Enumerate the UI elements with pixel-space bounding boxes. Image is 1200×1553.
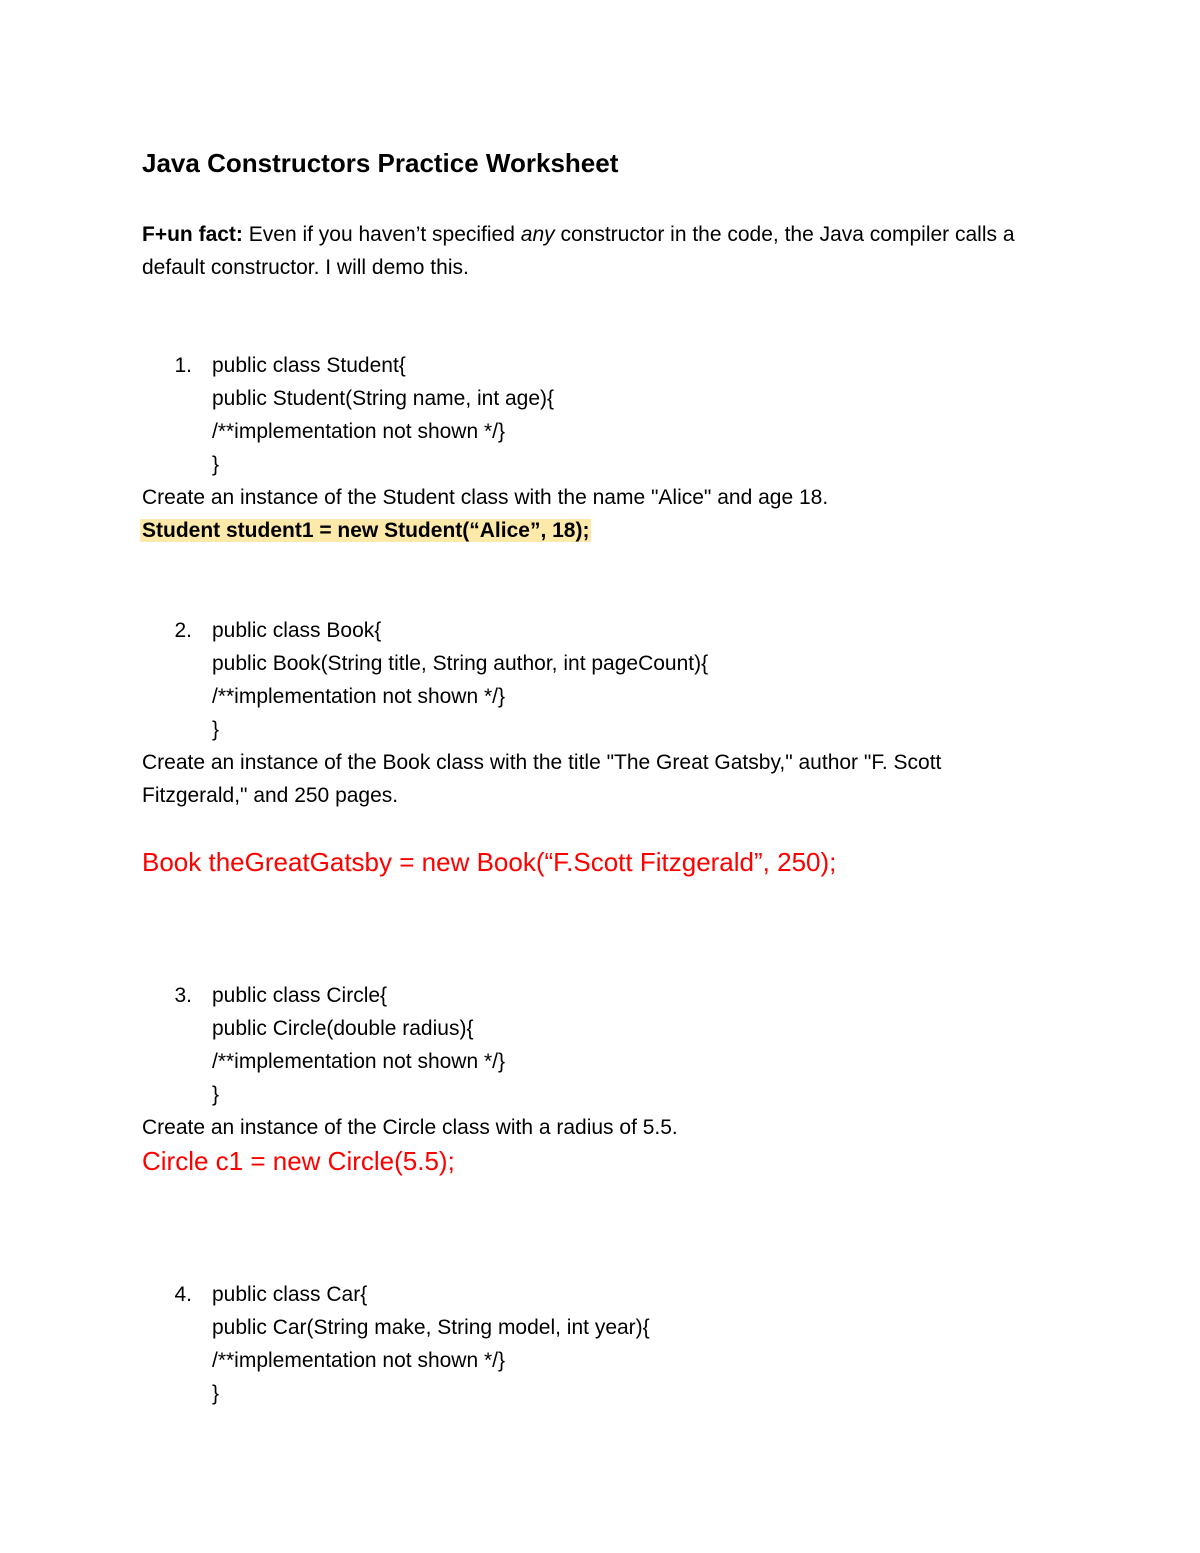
question-3-number: 3.: [174, 984, 192, 1007]
page-title: Java Constructors Practice Worksheet: [142, 148, 619, 178]
question-1-code-line-1: public class Student{: [212, 354, 406, 377]
fun-fact-emphasis: any: [520, 223, 555, 246]
question-2-prompt-line-2: Fitzgerald," and 250 pages.: [142, 784, 399, 807]
question-2-code-line-1: public class Book{: [212, 619, 382, 642]
fun-fact-text-before: Even if you haven’t specified: [242, 223, 521, 246]
question-1-code-line-2: public Student(String name, int age){: [212, 387, 555, 410]
question-1-code-line-3: /**implementation not shown */}: [212, 420, 506, 443]
question-3-answer: Circle c1 = new Circle(5.5);: [142, 1146, 455, 1176]
question-4-code-line-3: /**implementation not shown */}: [212, 1349, 506, 1372]
question-2-prompt-line-1: Create an instance of the Book class with the title "The Great Gatsby," author "F. Scott: [142, 751, 942, 774]
question-1-code-line-4: }: [212, 453, 220, 476]
question-1-prompt: Create an instance of the Student class with the name "Alice" and age 18.: [142, 486, 829, 509]
fun-fact: [142, 218, 1042, 284]
question-2-number: 2.: [174, 619, 192, 642]
question-4-number: 4.: [174, 1283, 192, 1306]
question-2-code-line-3: /**implementation not shown */}: [212, 685, 506, 708]
question-2-answer: Book theGreatGatsby = new Book(“F.Scott Fitzgerald”, 250);: [142, 847, 837, 877]
question-4-code-line-4: }: [212, 1382, 220, 1405]
question-3-code-line-3: /**implementation not shown */}: [212, 1050, 506, 1073]
question-3-code-line-2: public Circle(double radius){: [212, 1017, 474, 1040]
question-3-code-line-4: }: [212, 1083, 220, 1106]
question-4-code-line-2: public Car(String make, String model, int year){: [212, 1316, 650, 1339]
question-1-number: 1.: [174, 354, 192, 377]
question-2-code-line-2: public Book(String title, String author, int pageCount){: [212, 652, 709, 675]
fun-fact-label: F+un fact:: [142, 223, 243, 246]
question-4-code-line-1: public class Car{: [212, 1283, 368, 1306]
question-3-prompt: Create an instance of the Circle class with a radius of 5.5.: [142, 1116, 678, 1139]
question-1-answer-highlight: Student student1 = new Student(“Alice”, 18);: [142, 519, 590, 542]
fun-fact-text-after: constructor in the code, the Java compiler calls a default constructor. I will demo this.: [142, 223, 1015, 279]
question-2-code-line-4: }: [212, 718, 220, 741]
question-3-code-line-1: public class Circle{: [212, 984, 388, 1007]
question-1-answer: [140, 514, 591, 547]
